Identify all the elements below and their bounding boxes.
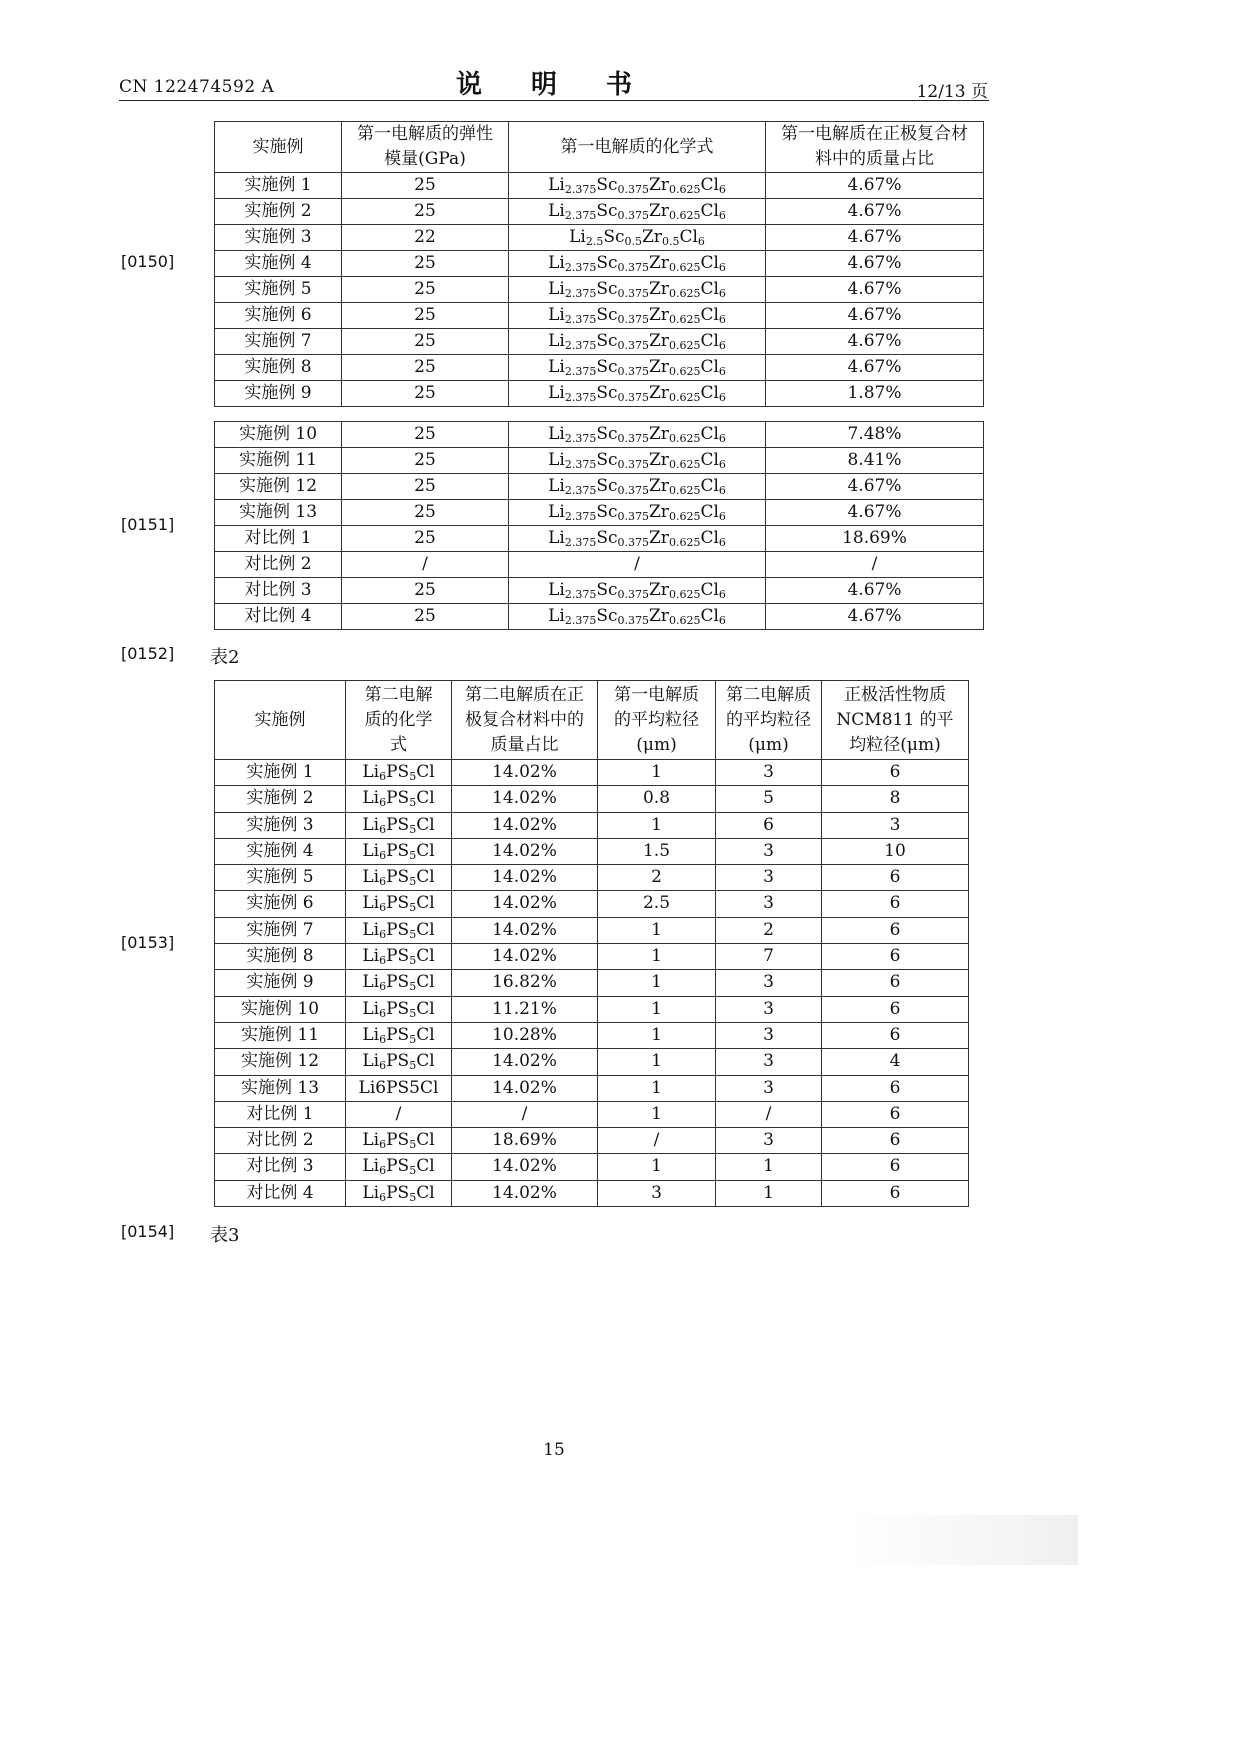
- second-particle-size-cell: 3: [716, 760, 822, 786]
- mass-ratio-cell: /: [766, 552, 984, 578]
- first-particle-size-cell: 1: [598, 1049, 716, 1075]
- ncm811-particle-size-cell: 6: [822, 1022, 969, 1048]
- modulus-cell: /: [342, 552, 509, 578]
- example-name-cell: 实施例 6: [215, 303, 342, 329]
- modulus-cell: 25: [342, 251, 509, 277]
- example-name-cell: 实施例 6: [215, 891, 346, 917]
- second-mass-ratio-cell: 14.02%: [452, 812, 598, 838]
- second-particle-size-cell: 7: [716, 944, 822, 970]
- formula-cell: $Li_{2.375}Sc_{0.375}Zr_{0.625}Cl_6$: [509, 303, 766, 329]
- modulus-cell: 25: [342, 381, 509, 407]
- header-cell: 正极活性物质NCM811 的平均粒径(μm): [822, 681, 969, 760]
- header-cell: 实施例: [215, 122, 342, 173]
- table-row: [215, 1049, 969, 1075]
- example-name-cell: 对比例 1: [215, 1101, 346, 1127]
- table-row: [215, 500, 984, 526]
- example-name-cell: 实施例 2: [215, 786, 346, 812]
- header-cell: 实施例: [215, 681, 346, 760]
- modulus-cell: 25: [342, 277, 509, 303]
- mass-ratio-cell: 18.69%: [766, 526, 984, 552]
- second-mass-ratio-cell: /: [452, 1101, 598, 1127]
- second-mass-ratio-cell: 14.02%: [452, 838, 598, 864]
- example-name-cell: 对比例 4: [215, 604, 342, 630]
- first-particle-size-cell: 1: [598, 996, 716, 1022]
- second-formula-cell: $Li_6PS_5Cl$: [346, 786, 452, 812]
- page-indicator: 12/13 页: [916, 82, 988, 102]
- second-formula-cell: $Li_6PS_5Cl$: [346, 1128, 452, 1154]
- second-mass-ratio-cell: 14.02%: [452, 1154, 598, 1180]
- first-particle-size-cell: 1: [598, 1022, 716, 1048]
- second-formula-cell: $Li_6PS_5Cl$: [346, 1180, 452, 1206]
- ncm811-particle-size-cell: 6: [822, 891, 969, 917]
- formula-cell: $Li_{2.5}Sc_{0.5}Zr_{0.5}Cl_6$: [509, 225, 766, 251]
- modulus-cell: 25: [342, 578, 509, 604]
- page-number: 15: [543, 1440, 565, 1460]
- example-name-cell: 实施例 4: [215, 251, 342, 277]
- second-particle-size-cell: 3: [716, 1022, 822, 1048]
- mass-ratio-cell: 4.67%: [766, 355, 984, 381]
- second-mass-ratio-cell: 16.82%: [452, 970, 598, 996]
- ncm811-particle-size-cell: 6: [822, 760, 969, 786]
- modulus-cell: 25: [342, 329, 509, 355]
- example-name-cell: 对比例 4: [215, 1180, 346, 1206]
- modulus-cell: 25: [342, 526, 509, 552]
- ncm811-particle-size-cell: 6: [822, 1180, 969, 1206]
- example-name-cell: 实施例 1: [215, 173, 342, 199]
- paragraph-number-0151: [0151]: [121, 515, 175, 534]
- second-mass-ratio-cell: 14.02%: [452, 891, 598, 917]
- mass-ratio-cell: 7.48%: [766, 422, 984, 448]
- table-row: [215, 996, 969, 1022]
- formula-cell: $Li_{2.375}Sc_{0.375}Zr_{0.625}Cl_6$: [509, 474, 766, 500]
- mass-ratio-cell: 4.67%: [766, 277, 984, 303]
- modulus-cell: 22: [342, 225, 509, 251]
- modulus-cell: 25: [342, 500, 509, 526]
- ncm811-particle-size-cell: 4: [822, 1049, 969, 1075]
- table-row: [215, 355, 984, 381]
- table-row: [215, 1101, 969, 1127]
- first-particle-size-cell: /: [598, 1128, 716, 1154]
- first-particle-size-cell: 1: [598, 917, 716, 943]
- table-row: [215, 1128, 969, 1154]
- table-row: [215, 1075, 969, 1101]
- header-cell: 第一电解质的化学式: [509, 122, 766, 173]
- formula-cell: $Li_{2.375}Sc_{0.375}Zr_{0.625}Cl_6$: [509, 526, 766, 552]
- example-name-cell: 对比例 3: [215, 578, 342, 604]
- example-name-cell: 实施例 3: [215, 225, 342, 251]
- second-mass-ratio-cell: 14.02%: [452, 1180, 598, 1206]
- mass-ratio-cell: 4.67%: [766, 578, 984, 604]
- mass-ratio-cell: 4.67%: [766, 251, 984, 277]
- ncm811-particle-size-cell: 6: [822, 970, 969, 996]
- second-mass-ratio-cell: 14.02%: [452, 760, 598, 786]
- example-name-cell: 实施例 8: [215, 355, 342, 381]
- second-formula-cell: $Li_6PS_5Cl$: [346, 838, 452, 864]
- first-particle-size-cell: 1: [598, 1101, 716, 1127]
- table-row: [215, 786, 969, 812]
- formula-cell: $Li_{2.375}Sc_{0.375}Zr_{0.625}Cl_6$: [509, 251, 766, 277]
- second-particle-size-cell: 6: [716, 812, 822, 838]
- formula-cell: $Li_{2.375}Sc_{0.375}Zr_{0.625}Cl_6$: [509, 381, 766, 407]
- second-mass-ratio-cell: 14.02%: [452, 1075, 598, 1101]
- example-name-cell: 实施例 11: [215, 1022, 346, 1048]
- second-mass-ratio-cell: 14.02%: [452, 786, 598, 812]
- formula-cell: /: [509, 552, 766, 578]
- example-name-cell: 实施例 12: [215, 1049, 346, 1075]
- table-row: [215, 604, 984, 630]
- table-row: [215, 1180, 969, 1206]
- paragraph-number-0153: [0153]: [121, 933, 175, 952]
- ncm811-particle-size-cell: 6: [822, 865, 969, 891]
- example-name-cell: 实施例 9: [215, 970, 346, 996]
- header-cell: 第一电解质在正极复合材料中的质量占比: [766, 122, 984, 173]
- ncm811-particle-size-cell: 6: [822, 1101, 969, 1127]
- second-formula-cell: $Li_6PS_5Cl$: [346, 812, 452, 838]
- example-name-cell: 实施例 3: [215, 812, 346, 838]
- table-row: [215, 865, 969, 891]
- formula-cell: $Li_{2.375}Sc_{0.375}Zr_{0.625}Cl_6$: [509, 199, 766, 225]
- second-formula-cell: Li6PS5Cl: [346, 1075, 452, 1101]
- modulus-cell: 25: [342, 448, 509, 474]
- mass-ratio-cell: 4.67%: [766, 474, 984, 500]
- table-header-row: [215, 681, 969, 760]
- second-particle-size-cell: 3: [716, 838, 822, 864]
- second-electrolyte-table: [214, 680, 969, 1207]
- second-formula-cell: /: [346, 1101, 452, 1127]
- second-mass-ratio-cell: 14.02%: [452, 1049, 598, 1075]
- formula-cell: $Li_{2.375}Sc_{0.375}Zr_{0.625}Cl_6$: [509, 578, 766, 604]
- example-name-cell: 实施例 5: [215, 277, 342, 303]
- example-name-cell: 对比例 3: [215, 1154, 346, 1180]
- table-3-caption: 表3: [210, 1225, 240, 1246]
- table-row: [215, 381, 984, 407]
- table-row: [215, 225, 984, 251]
- table-row: [215, 422, 984, 448]
- formula-cell: $Li_{2.375}Sc_{0.375}Zr_{0.625}Cl_6$: [509, 329, 766, 355]
- mass-ratio-cell: 4.67%: [766, 173, 984, 199]
- header-rule: [119, 100, 989, 101]
- table-row: [215, 578, 984, 604]
- second-formula-cell: $Li_6PS_5Cl$: [346, 865, 452, 891]
- second-particle-size-cell: 1: [716, 1180, 822, 1206]
- table-row: [215, 917, 969, 943]
- second-mass-ratio-cell: 14.02%: [452, 865, 598, 891]
- mass-ratio-cell: 4.67%: [766, 225, 984, 251]
- second-mass-ratio-cell: 10.28%: [452, 1022, 598, 1048]
- table-row: [215, 760, 969, 786]
- table-row: [215, 944, 969, 970]
- second-formula-cell: $Li_6PS_5Cl$: [346, 996, 452, 1022]
- second-particle-size-cell: /: [716, 1101, 822, 1127]
- example-name-cell: 实施例 13: [215, 1075, 346, 1101]
- formula-cell: $Li_{2.375}Sc_{0.375}Zr_{0.625}Cl_6$: [509, 448, 766, 474]
- first-particle-size-cell: 0.8: [598, 786, 716, 812]
- second-mass-ratio-cell: 11.21%: [452, 996, 598, 1022]
- second-formula-cell: $Li_6PS_5Cl$: [346, 1049, 452, 1075]
- header-cell: 第二电解质在正极复合材料中的质量占比: [452, 681, 598, 760]
- example-name-cell: 实施例 13: [215, 500, 342, 526]
- ncm811-particle-size-cell: 6: [822, 944, 969, 970]
- second-formula-cell: $Li_6PS_5Cl$: [346, 970, 452, 996]
- table-row: [215, 1022, 969, 1048]
- example-name-cell: 实施例 8: [215, 944, 346, 970]
- table-header-row: [215, 122, 984, 173]
- first-particle-size-cell: 1: [598, 812, 716, 838]
- second-particle-size-cell: 3: [716, 1075, 822, 1101]
- header-cell: 第二电解质的化学式: [346, 681, 452, 760]
- modulus-cell: 25: [342, 604, 509, 630]
- modulus-cell: 25: [342, 355, 509, 381]
- second-mass-ratio-cell: 14.02%: [452, 917, 598, 943]
- table-2-caption: 表2: [210, 647, 240, 668]
- modulus-cell: 25: [342, 422, 509, 448]
- paragraph-number-0150: [0150]: [121, 252, 175, 271]
- table-row: [215, 173, 984, 199]
- table-row: [215, 448, 984, 474]
- table-row: [215, 552, 984, 578]
- second-formula-cell: $Li_6PS_5Cl$: [346, 891, 452, 917]
- example-name-cell: 对比例 1: [215, 526, 342, 552]
- table-row: [215, 474, 984, 500]
- ncm811-particle-size-cell: 6: [822, 1075, 969, 1101]
- example-name-cell: 对比例 2: [215, 1128, 346, 1154]
- table-row: [215, 199, 984, 225]
- first-particle-size-cell: 2: [598, 865, 716, 891]
- first-particle-size-cell: 1: [598, 944, 716, 970]
- paragraph-number-0154: [0154]: [121, 1222, 175, 1241]
- example-name-cell: 实施例 1: [215, 760, 346, 786]
- ncm811-particle-size-cell: 6: [822, 1154, 969, 1180]
- second-formula-cell: $Li_6PS_5Cl$: [346, 1154, 452, 1180]
- table-row: [215, 329, 984, 355]
- header-cell: 第一电解质的弹性模量(GPa): [342, 122, 509, 173]
- mass-ratio-cell: 1.87%: [766, 381, 984, 407]
- formula-cell: $Li_{2.375}Sc_{0.375}Zr_{0.625}Cl_6$: [509, 173, 766, 199]
- mass-ratio-cell: 4.67%: [766, 329, 984, 355]
- first-particle-size-cell: 1: [598, 970, 716, 996]
- modulus-cell: 25: [342, 474, 509, 500]
- example-name-cell: 实施例 7: [215, 917, 346, 943]
- second-mass-ratio-cell: 18.69%: [452, 1128, 598, 1154]
- table-row: [215, 277, 984, 303]
- header-cell: 第二电解质的平均粒径(μm): [716, 681, 822, 760]
- second-particle-size-cell: 1: [716, 1154, 822, 1180]
- ncm811-particle-size-cell: 6: [822, 996, 969, 1022]
- first-particle-size-cell: 1: [598, 1154, 716, 1180]
- mass-ratio-cell: 4.67%: [766, 500, 984, 526]
- first-particle-size-cell: 1.5: [598, 838, 716, 864]
- second-formula-cell: $Li_6PS_5Cl$: [346, 760, 452, 786]
- ncm811-particle-size-cell: 6: [822, 1128, 969, 1154]
- example-name-cell: 实施例 11: [215, 448, 342, 474]
- second-particle-size-cell: 3: [716, 891, 822, 917]
- table-row: [215, 526, 984, 552]
- mass-ratio-cell: 8.41%: [766, 448, 984, 474]
- example-name-cell: 对比例 2: [215, 552, 342, 578]
- first-particle-size-cell: 2.5: [598, 891, 716, 917]
- second-particle-size-cell: 3: [716, 1128, 822, 1154]
- example-name-cell: 实施例 12: [215, 474, 342, 500]
- example-name-cell: 实施例 2: [215, 199, 342, 225]
- electrolyte-table-part-1: [214, 121, 984, 407]
- modulus-cell: 25: [342, 199, 509, 225]
- mass-ratio-cell: 4.67%: [766, 604, 984, 630]
- second-particle-size-cell: 5: [716, 786, 822, 812]
- second-particle-size-cell: 3: [716, 865, 822, 891]
- first-particle-size-cell: 1: [598, 1075, 716, 1101]
- modulus-cell: 25: [342, 303, 509, 329]
- second-formula-cell: $Li_6PS_5Cl$: [346, 944, 452, 970]
- example-name-cell: 实施例 9: [215, 381, 342, 407]
- patent-number: CN 122474592 A: [119, 77, 275, 97]
- first-particle-size-cell: 3: [598, 1180, 716, 1206]
- paragraph-number-0152: [0152]: [121, 644, 175, 663]
- second-particle-size-cell: 2: [716, 917, 822, 943]
- second-particle-size-cell: 3: [716, 1049, 822, 1075]
- formula-cell: $Li_{2.375}Sc_{0.375}Zr_{0.625}Cl_6$: [509, 355, 766, 381]
- second-particle-size-cell: 3: [716, 996, 822, 1022]
- second-formula-cell: $Li_6PS_5Cl$: [346, 917, 452, 943]
- formula-cell: $Li_{2.375}Sc_{0.375}Zr_{0.625}Cl_6$: [509, 604, 766, 630]
- table-row: [215, 812, 969, 838]
- table-row: [215, 838, 969, 864]
- example-name-cell: 实施例 7: [215, 329, 342, 355]
- example-name-cell: 实施例 4: [215, 838, 346, 864]
- modulus-cell: 25: [342, 173, 509, 199]
- example-name-cell: 实施例 10: [215, 996, 346, 1022]
- table-row: [215, 1154, 969, 1180]
- second-mass-ratio-cell: 14.02%: [452, 944, 598, 970]
- mass-ratio-cell: 4.67%: [766, 199, 984, 225]
- ncm811-particle-size-cell: 8: [822, 786, 969, 812]
- table-row: [215, 303, 984, 329]
- second-particle-size-cell: 3: [716, 970, 822, 996]
- mass-ratio-cell: 4.67%: [766, 303, 984, 329]
- table-row: [215, 970, 969, 996]
- scan-watermark: [848, 1515, 1078, 1565]
- ncm811-particle-size-cell: 3: [822, 812, 969, 838]
- second-formula-cell: $Li_6PS_5Cl$: [346, 1022, 452, 1048]
- formula-cell: $Li_{2.375}Sc_{0.375}Zr_{0.625}Cl_6$: [509, 422, 766, 448]
- document-title: 说 明 书: [455, 70, 653, 100]
- ncm811-particle-size-cell: 6: [822, 917, 969, 943]
- table-row: [215, 251, 984, 277]
- electrolyte-table-part-2: [214, 421, 984, 630]
- example-name-cell: 实施例 10: [215, 422, 342, 448]
- ncm811-particle-size-cell: 10: [822, 838, 969, 864]
- header-cell: 第一电解质的平均粒径(μm): [598, 681, 716, 760]
- formula-cell: $Li_{2.375}Sc_{0.375}Zr_{0.625}Cl_6$: [509, 277, 766, 303]
- first-particle-size-cell: 1: [598, 760, 716, 786]
- formula-cell: $Li_{2.375}Sc_{0.375}Zr_{0.625}Cl_6$: [509, 500, 766, 526]
- example-name-cell: 实施例 5: [215, 865, 346, 891]
- table-row: [215, 891, 969, 917]
